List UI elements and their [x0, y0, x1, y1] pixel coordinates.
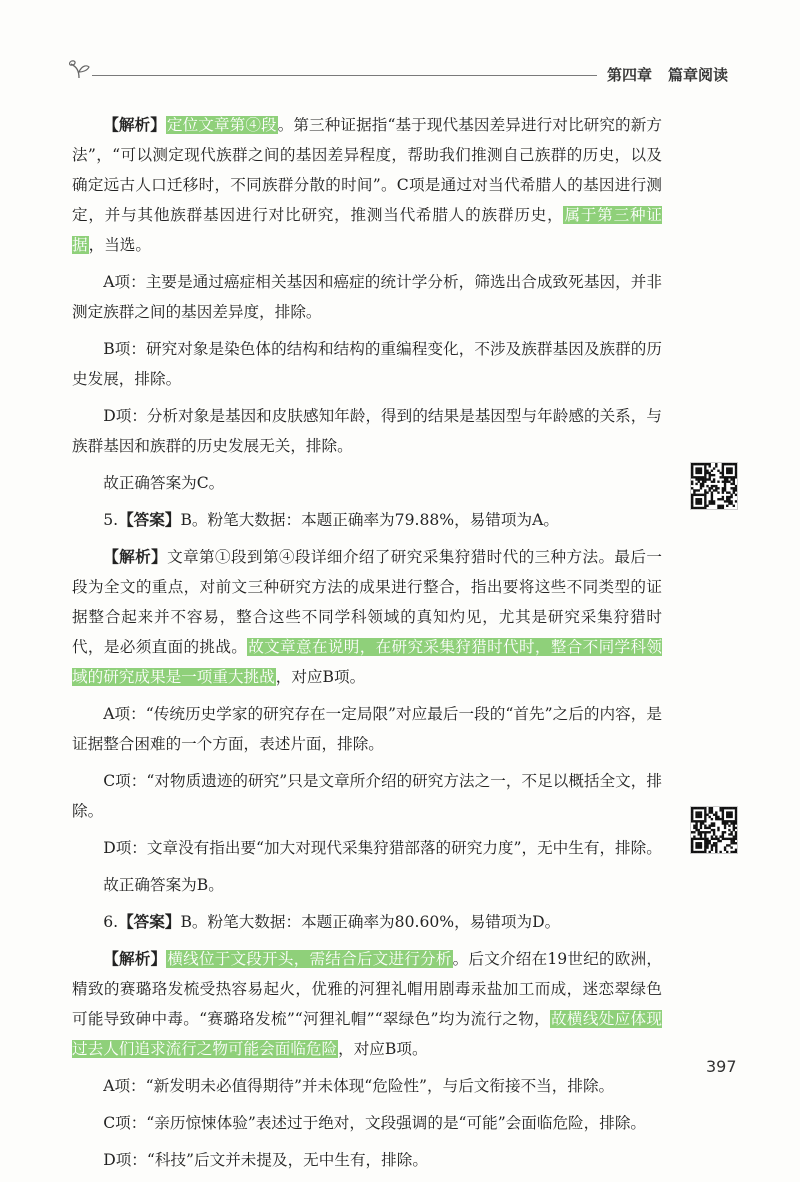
highlighted-text: 故文章意在说明，在研究采集狩猎时代时，整合不同学科领域的研究成果是一项重大挑战 — [72, 638, 662, 686]
body-text: D项：分析对象是基因和皮肤感知年龄，得到的结果是基因型与年龄感的关系，与族群基因和族群的历史发展无关，排除。 — [72, 407, 662, 455]
body-text: A项：主要是通过癌症相关基因和癌症的统计学分析，筛选出合成致死基因，并非测定族群之间的基因差异度，排除。 — [72, 273, 662, 321]
section-label: 【解析】 — [103, 547, 168, 566]
page-body — [72, 110, 662, 1182]
paragraph — [72, 1145, 662, 1175]
paragraph — [72, 267, 662, 327]
chapter-heading — [607, 64, 728, 85]
paragraph — [72, 401, 662, 461]
section-label: 【解析】 — [103, 115, 166, 134]
body-text: 文章第①段到第④段详细介绍了研究采集狩猎时代的三种方法。最后一段为全文的重点，对前文三种研究方法的成果进行整合，指出要将这些不同类型的证据整合起来并不容易，整合这些不同学科领域的真知灼见，尤其是研究采集狩猎时代，是必须直面的挑战。 — [72, 548, 662, 656]
body-text: C项：“对物质遗迹的研究”只是文章所介绍的研究方法之一，不足以概括全文，排除。 — [72, 772, 662, 820]
body-text: C项：“亲历惊悚体验”表述过于绝对，文段强调的是“可能”会面临危险，排除。 — [103, 1114, 647, 1132]
paragraph — [72, 110, 662, 260]
page-number: 397 — [706, 1057, 737, 1076]
paragraph — [72, 833, 662, 863]
body-text: 故正确答案为B。 — [103, 876, 224, 894]
paragraph — [72, 1108, 662, 1138]
page-header — [0, 56, 800, 96]
body-text: 故正确答案为C。 — [103, 474, 225, 492]
body-text: D项：“科技”后文并未提及，无中生有，排除。 — [103, 1151, 428, 1169]
highlighted-text: 横线位于文段开头，需结合后文进行分析 — [167, 950, 452, 968]
qr-code-icon[interactable] — [690, 806, 738, 854]
highlighted-text: 属于第三种证据 — [72, 206, 662, 254]
paragraph — [72, 334, 662, 394]
body-text: 。第三种证据指“基于现代基因差异进行对比研究的新方法”，“可以测定现代族群之间的基因差异程度，帮助我们推测自己族群的历史，以及确定远古人口迁移时，不同族群分散的时间”。C项是通过对当代希腊人的基因进行测定，并与其他族群基因进行对比研究，推测当代希腊人的族群历史， — [72, 116, 662, 224]
body-text: 。后文介绍在19世纪的欧洲，精致的赛璐珞发梳受热容易起火，优雅的河狸礼帽用剧毒汞盐加工而成，迷恋翠绿色可能导致砷中毒。“赛璐珞发梳”“河狸礼帽”“翠绿色”均为流行之物， — [72, 950, 662, 1028]
body-text: ，对应B项。 — [338, 1040, 428, 1058]
body-text: 6. — [103, 913, 119, 931]
paragraph — [72, 505, 662, 535]
section-title: 篇章阅读 — [668, 66, 729, 84]
paragraph — [72, 699, 662, 759]
header-rule — [92, 75, 597, 76]
section-label: 【答案】 — [118, 912, 181, 931]
qr-code-icon[interactable] — [690, 462, 738, 510]
body-text: B项：研究对象是染色体的结构和结构的重编程变化，不涉及族群基因及族群的历史发展，排除。 — [72, 340, 662, 388]
paragraph — [72, 944, 662, 1064]
paragraph — [72, 468, 662, 498]
section-label: 【答案】 — [118, 510, 181, 529]
body-text: A项：“新发明未必值得期待”并未体现“危险性”，与后文衔接不当，排除。 — [103, 1077, 615, 1095]
paragraph — [72, 542, 662, 692]
highlighted-text: 故横线处应体现过去人们追求流行之物可能会面临危险 — [72, 1010, 662, 1058]
body-text: D项：文章没有指出要“加大对现代采集狩猎部落的研究力度”，无中生有，排除。 — [103, 839, 662, 857]
body-text: ，当选。 — [88, 236, 151, 254]
paragraph — [72, 870, 662, 900]
section-label: 【解析】 — [103, 949, 167, 968]
paragraph — [72, 1071, 662, 1101]
body-text: ，对应B项。 — [275, 668, 366, 686]
body-text: A项：“传统历史学家的研究存在一定局限”对应最后一段的“首先”之后的内容，是证据整合困难的一个方面，表述片面，排除。 — [72, 705, 662, 753]
leaf-icon — [66, 56, 92, 82]
body-text: B。粉笔大数据：本题正确率为80.60%，易错项为D。 — [180, 913, 561, 931]
body-text: B。粉笔大数据：本题正确率为79.88%，易错项为A。 — [180, 511, 559, 529]
paragraph — [72, 907, 662, 937]
body-text: 5. — [103, 511, 119, 529]
highlighted-text: 定位文章第④段 — [166, 116, 277, 134]
chapter-title: 第四章 — [607, 66, 653, 84]
paragraph — [72, 766, 662, 826]
